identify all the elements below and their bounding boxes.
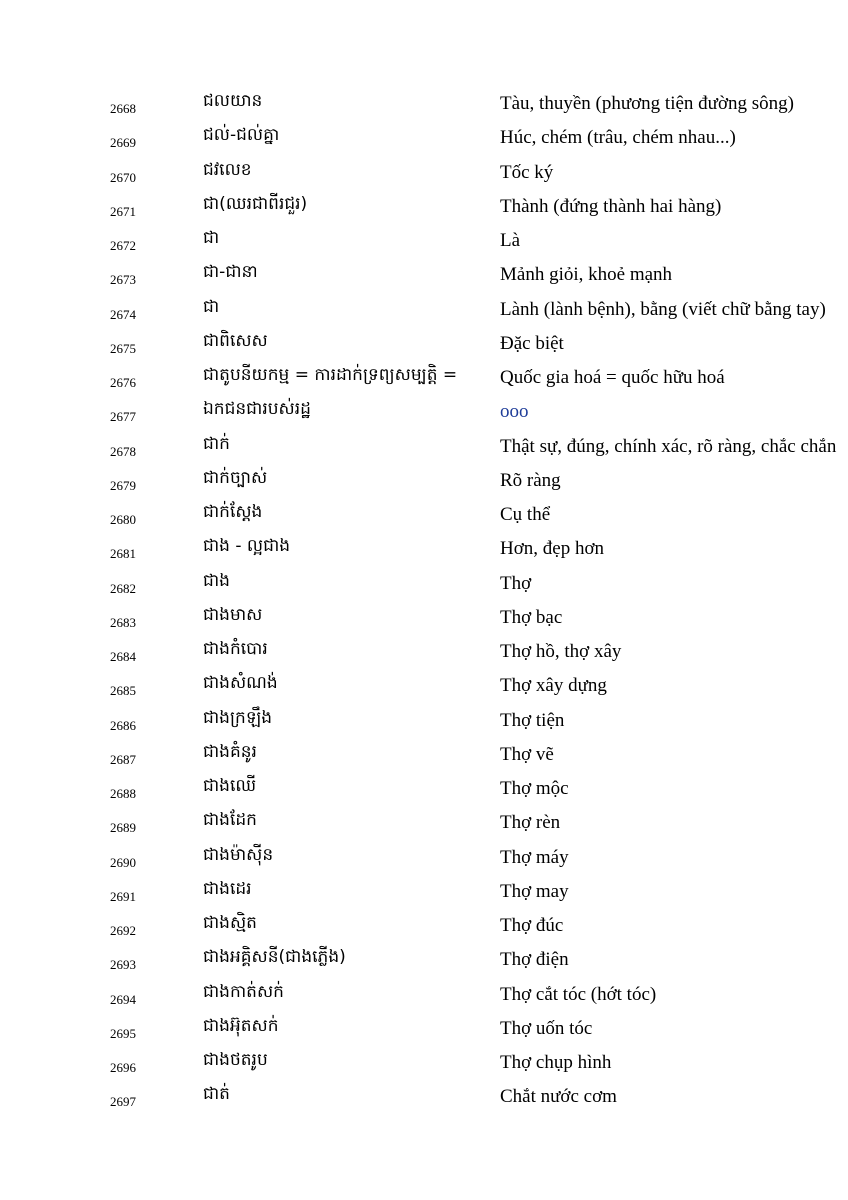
entry-row (0, 155, 848, 189)
entry-number: 2697 (110, 1094, 136, 1110)
vietnamese-meaning: ooo (500, 401, 529, 423)
entry-row (0, 497, 848, 531)
entry-row (0, 463, 848, 497)
vietnamese-meaning: Hơn, đẹp hơn (500, 538, 604, 560)
khmer-term: ជាងអគ្គិសនី(ជាងភ្លើង) (203, 947, 346, 968)
entry-list (0, 86, 848, 1114)
entry-row (0, 292, 848, 326)
entry-row (0, 874, 848, 908)
entry-number: 2687 (110, 751, 136, 767)
khmer-term: ជា(ឈរជាពីរជួរ) (203, 193, 308, 214)
vietnamese-meaning: Thợ hồ, thợ xây (500, 641, 622, 662)
khmer-term: ជាក់ស្តែង (203, 502, 263, 522)
entry-row (0, 1011, 848, 1045)
entry-number: 2669 (110, 135, 136, 151)
vietnamese-meaning: Thành (đứng thành hai hàng) (500, 195, 722, 217)
khmer-term: ជាងអ៊ុតសក់ (203, 1015, 279, 1036)
entry-number: 2690 (110, 854, 136, 870)
entry-row (0, 394, 848, 428)
entry-row (0, 189, 848, 223)
entry-row (0, 737, 848, 771)
entry-row (0, 120, 848, 154)
vietnamese-meaning: Đặc biệt (500, 332, 564, 354)
vietnamese-meaning: Cụ thể (500, 504, 551, 525)
entry-number: 2681 (110, 546, 136, 562)
vietnamese-meaning: Là (500, 230, 521, 251)
entry-row (0, 668, 848, 702)
entry-number: 2682 (110, 580, 136, 596)
entry-number: 2686 (110, 717, 136, 733)
entry-number: 2693 (110, 957, 136, 973)
entry-number: 2671 (110, 203, 136, 219)
khmer-term: ជលយាន (203, 91, 263, 111)
entry-row (0, 566, 848, 600)
vietnamese-meaning: Thợ vẽ (500, 743, 554, 765)
entry-row (0, 429, 848, 463)
entry-number: 2688 (110, 786, 136, 801)
khmer-term: ជាក់ (203, 433, 230, 454)
khmer-term: ជល់-ជល់គ្នា (203, 125, 280, 146)
entry-number: 2670 (110, 169, 136, 185)
khmer-term: ជាងដេរ (203, 878, 252, 899)
vietnamese-meaning: Thợ may (500, 880, 569, 902)
entry-number: 2673 (110, 272, 136, 288)
entry-number: 2691 (110, 888, 136, 904)
entry-number: 2680 (110, 512, 136, 527)
khmer-term: ជាង (203, 570, 230, 591)
khmer-term: ជាក់ច្បាស់ (203, 467, 268, 488)
khmer-term: ជា (203, 296, 220, 317)
entry-number: 2675 (110, 340, 136, 356)
entry-row (0, 908, 848, 942)
entry-number: 2696 (110, 1060, 136, 1075)
entry-row (0, 771, 848, 805)
vietnamese-meaning: Thợ tiện (500, 709, 565, 731)
entry-row (0, 942, 848, 976)
entry-row (0, 86, 848, 120)
khmer-term: ជាងមាស (203, 604, 263, 625)
entry-row (0, 977, 848, 1011)
khmer-term: ជាពិសេស (203, 330, 268, 351)
entry-row (0, 1079, 848, 1113)
entry-row (0, 600, 848, 634)
khmer-term: ជាងកាត់សក់ (203, 981, 284, 1002)
entry-row (0, 840, 848, 874)
vietnamese-meaning: Rõ ràng (500, 469, 561, 491)
khmer-term: ជាងស្មិត (203, 913, 257, 933)
vietnamese-meaning: Tàu, thuyền (phương tiện đường sông) (500, 93, 794, 114)
entry-row (0, 326, 848, 360)
khmer-term: ជាងថតរូប (203, 1050, 268, 1070)
vietnamese-meaning: Húc, chém (trâu, chém nhau...) (500, 127, 736, 149)
vietnamese-meaning: Thợ chụp hình (500, 1052, 612, 1073)
entry-row (0, 1045, 848, 1079)
entry-number: 2676 (110, 375, 136, 390)
vietnamese-meaning: Thợ uốn tóc (500, 1017, 593, 1039)
vietnamese-meaning: Mảnh giỏi, khoẻ mạnh (500, 264, 673, 286)
khmer-term: ជាត់ (203, 1084, 230, 1105)
khmer-term: ជា (203, 228, 220, 248)
entry-number: 2692 (110, 923, 136, 938)
entry-number: 2695 (110, 1025, 136, 1041)
khmer-term: ជវលេខ (203, 159, 252, 180)
vietnamese-meaning: Thợ máy (500, 846, 569, 868)
entry-row (0, 360, 848, 394)
khmer-term: ជាងដែក (203, 810, 257, 831)
khmer-term: ជាងម៉ាស៊ីន (203, 844, 274, 865)
vietnamese-meaning: Thợ mộc (500, 778, 569, 799)
vietnamese-meaning: Chắt nước cơm (500, 1086, 617, 1108)
entry-number: 2689 (110, 820, 136, 836)
entry-number: 2683 (110, 614, 136, 630)
vietnamese-meaning: Thợ xây dựng (500, 675, 607, 697)
vietnamese-meaning: Thợ (500, 572, 532, 594)
khmer-term: ជាងសំណង់ (203, 673, 278, 694)
entry-row (0, 634, 848, 668)
khmer-term: ឯកជនជារបស់រដ្ឋ (203, 399, 311, 420)
khmer-term: ជាតូបនីយកម្ម = ការដាក់ទ្រព្យសម្បត្តិ = (203, 365, 458, 385)
entry-number: 2672 (110, 238, 136, 253)
vietnamese-meaning: Thợ điện (500, 949, 569, 971)
entry-row (0, 257, 848, 291)
khmer-term: ជាងគំនូរ (203, 741, 257, 762)
vietnamese-meaning: Thợ đúc (500, 915, 564, 936)
vietnamese-meaning: Quốc gia hoá = quốc hữu hoá (500, 367, 725, 388)
entry-number: 2674 (110, 306, 136, 322)
entry-row (0, 531, 848, 565)
vietnamese-meaning: Thợ bạc (500, 606, 563, 628)
khmer-term: ជាងក្រឡឹង (203, 707, 272, 728)
vietnamese-meaning: Thật sự, đúng, chính xác, rõ ràng, chắc chắn (500, 435, 837, 457)
entry-number: 2694 (110, 991, 136, 1007)
khmer-term: ជាងឈើ (203, 776, 257, 796)
vietnamese-meaning: Thợ rèn (500, 812, 561, 834)
khmer-term: ជា-ជានា (203, 262, 258, 283)
entry-number: 2685 (110, 683, 136, 699)
entry-number: 2684 (110, 649, 136, 664)
entry-row (0, 805, 848, 839)
entry-number: 2668 (110, 101, 136, 116)
entry-number: 2677 (110, 409, 136, 425)
entry-number: 2678 (110, 443, 136, 459)
vietnamese-meaning: Thợ cắt tóc (hớt tóc) (500, 983, 657, 1005)
entry-number: 2679 (110, 477, 136, 493)
vietnamese-meaning: Tốc ký (500, 161, 554, 183)
khmer-term: ជាងកំបោរ (203, 639, 268, 659)
entry-row (0, 223, 848, 257)
vietnamese-meaning: Lành (lành bệnh), bằng (viết chữ bằng tay) (500, 298, 826, 320)
entry-row (0, 703, 848, 737)
khmer-term: ជាង - ល្អជាង (203, 536, 291, 557)
